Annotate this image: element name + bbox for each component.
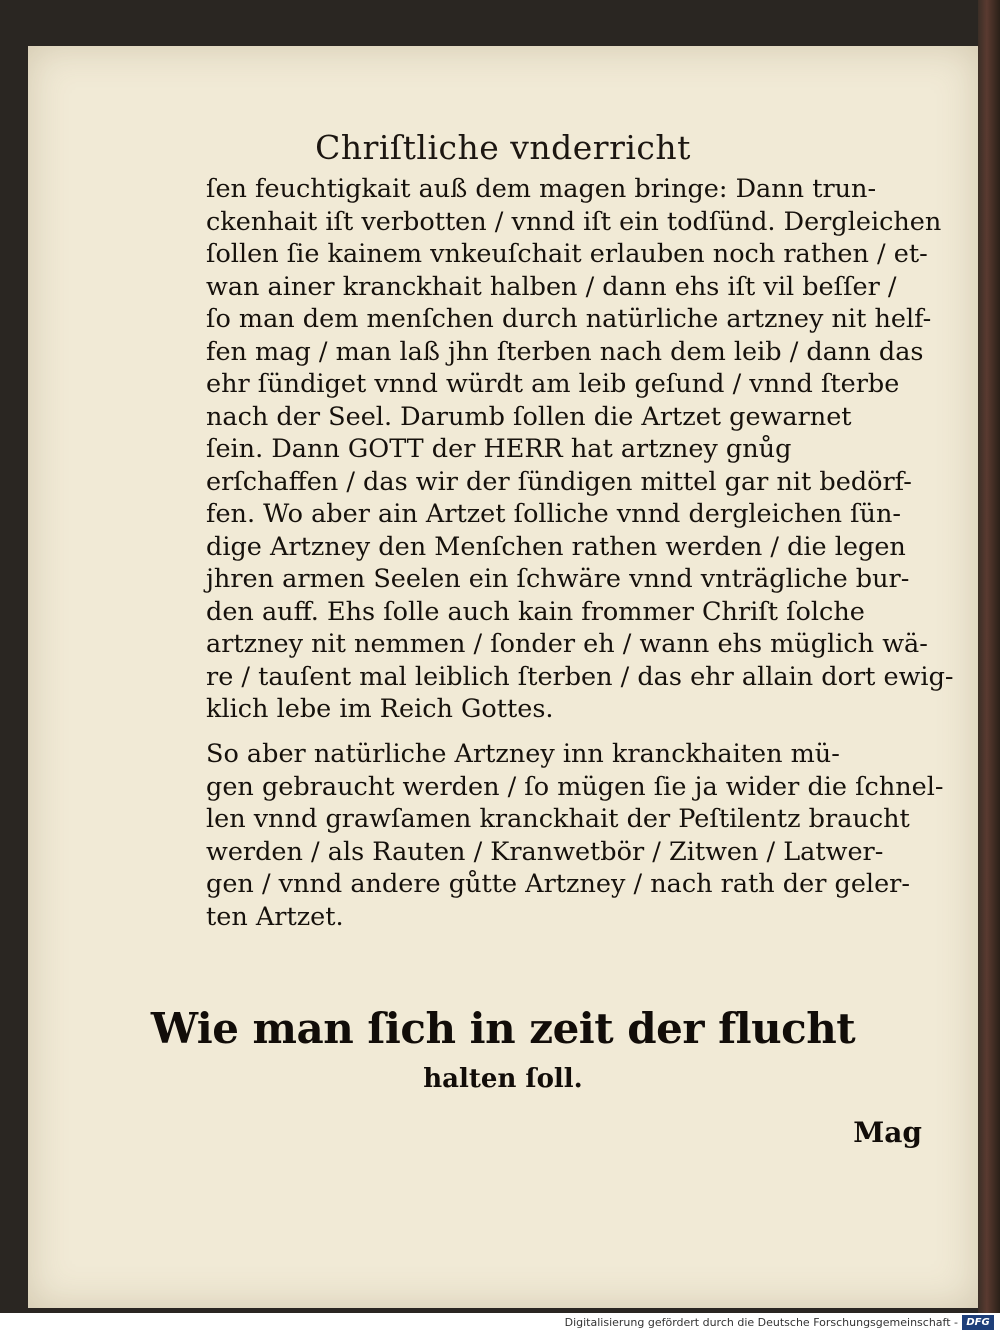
catchword: Mag	[853, 1116, 922, 1149]
footer-credit: Digitalisierung gefördert durch die Deutsche Forschungsgemeinschaft -	[564, 1316, 958, 1329]
text-line: fen. Wo aber ain Artzet ſolliche vnnd dergleichen ſün-	[206, 499, 902, 529]
paragraph-1	[206, 173, 954, 726]
section-heading: Wie man ſich in zeit der flucht	[150, 1004, 856, 1053]
text-line: gen gebraucht werden / ſo mügen ſie ja wider die ſchnel-	[206, 771, 944, 802]
text-line: ſo man dem menſchen durch natürliche artzney nit helf-	[206, 304, 932, 334]
text-line: ckenhait iſt verbotten / vnnd iſt ein todſünd. Dergleichen	[206, 206, 942, 237]
text-line: ten Artzet.	[206, 901, 344, 932]
text-line: ehr ſündiget vnnd würdt am leib geſund / vnnd ſterbe	[206, 369, 900, 399]
text-line: ſen feuchtigkait auß dem magen bringe: Dann trun-	[206, 174, 877, 204]
text-line: len vnnd grawſamen kranckhait der Peſtilentz braucht	[206, 804, 910, 834]
text-line: artzney nit nemmen / ſonder eh / wann ehs müglich wä-	[206, 629, 928, 659]
section-subheading: halten ſoll.	[423, 1064, 583, 1094]
footer-bar	[0, 1313, 1000, 1334]
paragraph-2	[206, 738, 946, 933]
text-line: den auff. Ehs ſolle auch kain frommer Chriſt ſolche	[206, 596, 865, 627]
text-line: werden / als Rauten / Kranwetbör / Zitwen / Latwer-	[206, 836, 884, 867]
text-line: gen / vnnd andere gůtte Artzney / nach rath der geler-	[206, 869, 910, 899]
text-line: dige Artzney den Menſchen rathen werden / die legen	[206, 531, 906, 562]
text-line: fen mag / man laß jhn ſterben nach dem leib / dann das	[206, 336, 924, 367]
running-header: Chriſtliche vnderricht	[315, 128, 691, 167]
text-line: nach der Seel. Darumb ſollen die Artzet gewarnet	[206, 401, 852, 432]
text-line: ſollen ſie kainem vnkeuſchait erlauben noch rathen / et-	[206, 239, 928, 269]
text-line: ſein. Dann GOTT der HERR hat artzney gnůg	[206, 434, 792, 464]
text-line: erſchaffen / das wir der ſündigen mittel gar nit bedörf-	[206, 466, 912, 497]
dfg-logo-icon: DFG	[962, 1315, 994, 1330]
text-line: wan ainer kranckhait halben / dann ehs iſt vil beſſer /	[206, 271, 897, 302]
book-page	[28, 46, 978, 1308]
book-spine	[978, 0, 1000, 1313]
text-line: re / tauſent mal leiblich ſterben / das ehr allain dort ewig-	[206, 661, 954, 692]
text-line: klich lebe im Reich Gottes.	[206, 694, 554, 724]
text-line: jhren armen Seelen ein ſchwäre vnnd vnträgliche bur-	[206, 564, 910, 594]
text-line: So aber natürliche Artzney inn kranckhaiten mü-	[206, 739, 840, 769]
